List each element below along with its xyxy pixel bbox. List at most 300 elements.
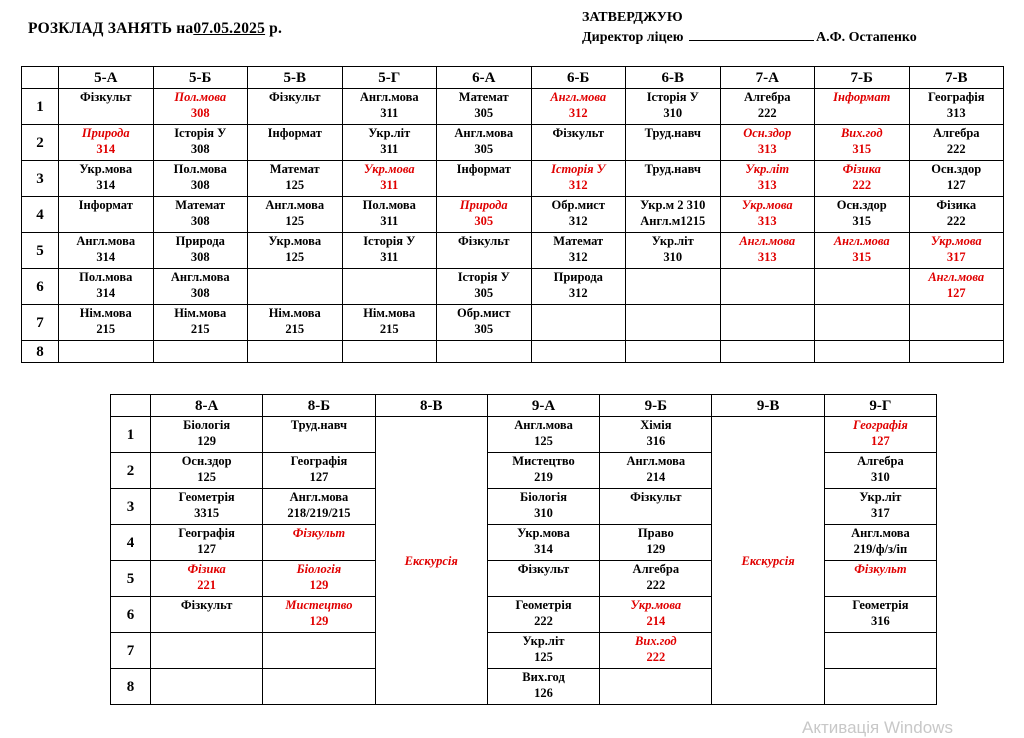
subject-name: Природа [459, 198, 508, 212]
room-number: 317 [871, 506, 890, 520]
subject-name: Англ.мова [739, 234, 796, 248]
lesson-cell [59, 197, 154, 233]
subject-name: Осн.здор [836, 198, 887, 212]
lesson-cell [59, 341, 154, 363]
lesson-cell [263, 561, 375, 597]
room-number: 313 [757, 178, 777, 192]
subject-name: Інформат [456, 162, 511, 176]
room-number: 125 [285, 178, 305, 192]
approval-block [582, 8, 917, 48]
class-header: 8-А [151, 395, 263, 417]
room-number: 310 [534, 506, 553, 520]
subject-name: Вих.год [840, 126, 883, 140]
room-number: Англ.м1215 [640, 214, 706, 228]
lesson-cell [437, 161, 532, 197]
lesson-row [22, 233, 1004, 269]
subject-name: Фізкульт [517, 562, 570, 576]
room-number: 215 [190, 322, 210, 336]
subject-name: Укр.мова [741, 198, 793, 212]
subject-name: Право [637, 526, 674, 540]
lesson-cell [248, 233, 343, 269]
subject-name: Фізика [187, 562, 226, 576]
subject-name: Інформат [267, 126, 322, 140]
lesson-cell [59, 161, 154, 197]
lesson-cell [263, 633, 375, 669]
lesson-cell [909, 341, 1004, 363]
lesson-cell [437, 197, 532, 233]
room-number: 129 [309, 614, 329, 628]
subject-name: Англ.мова [550, 90, 607, 104]
lesson-number: 4 [22, 197, 59, 233]
subject-name: Мистецтво [285, 598, 353, 612]
lesson-cell [626, 161, 721, 197]
lesson-cell [248, 197, 343, 233]
class-header: 8-Б [263, 395, 375, 417]
lesson-cell [248, 305, 343, 341]
lesson-number: 1 [111, 417, 151, 453]
subject-name: Пол.мова [173, 162, 227, 176]
room-number: 311 [380, 142, 399, 156]
subject-name: Історія У [551, 162, 606, 176]
lesson-cell [487, 633, 599, 669]
subject-name: Англ.мова [626, 454, 686, 468]
lesson-cell [824, 525, 936, 561]
subject-name: Англ.мова [928, 270, 985, 284]
subject-name: Природа [553, 270, 603, 284]
room-number: 127 [871, 434, 890, 448]
schedule-date: 07.05.2025 [193, 20, 266, 37]
class-header: 5-Б [153, 67, 248, 89]
lesson-cell [263, 417, 375, 453]
lesson-number: 4 [111, 525, 151, 561]
subject-name: Укр.мова [630, 598, 682, 612]
room-number: 312 [568, 178, 588, 192]
lesson-cell [909, 305, 1004, 341]
room-number: 305 [474, 214, 494, 228]
room-number: 313 [946, 106, 966, 120]
lesson-cell [531, 197, 626, 233]
class-header: 9-В [712, 395, 824, 417]
lesson-cell [909, 233, 1004, 269]
room-number: 311 [380, 106, 399, 120]
class-header: 6-Б [531, 67, 626, 89]
schedule-title [28, 20, 282, 38]
subject-name: Англ.мова [359, 90, 419, 104]
lesson-row [22, 197, 1004, 233]
lesson-number: 3 [22, 161, 59, 197]
subject-name: Осн.здор [931, 162, 982, 176]
lesson-cell [824, 453, 936, 489]
lesson-cell [626, 305, 721, 341]
lesson-cell [487, 669, 599, 705]
subject-name: Геометрія [178, 490, 235, 504]
lesson-number: 5 [22, 233, 59, 269]
lesson-cell [248, 341, 343, 363]
class-header: 7-Б [815, 67, 910, 89]
subject-name: Укр.м 2 310 [640, 198, 706, 212]
lesson-cell [263, 453, 375, 489]
class-header: 7-А [720, 67, 815, 89]
lesson-cell [487, 417, 599, 453]
room-number: 308 [190, 286, 210, 300]
lesson-cell [600, 633, 712, 669]
lesson-number: 7 [22, 305, 59, 341]
subject-name: Нім.мова [174, 306, 227, 320]
subject-name: Історія У [646, 90, 699, 104]
director-label: Директор ліцею [582, 30, 684, 45]
room-number: 219/ф/з/іп [853, 542, 908, 556]
lesson-cell [342, 233, 437, 269]
lesson-cell [342, 125, 437, 161]
subject-name: Фізкульт [180, 598, 233, 612]
subject-name: Біологія [520, 490, 568, 504]
room-number: 315 [852, 214, 872, 228]
lesson-row [111, 417, 937, 453]
subject-name: Алгебра [932, 126, 980, 140]
lesson-cell [263, 489, 375, 525]
lesson-cell [248, 161, 343, 197]
subject-name: Математ [553, 234, 604, 248]
subject-name: Укр.літ [522, 634, 565, 648]
subject-name: Укр.мова [268, 234, 322, 248]
room-number: 222 [946, 214, 966, 228]
subject-name: Нім.мова [268, 306, 321, 320]
subject-name: Укр.літ [368, 126, 411, 140]
subject-name: Математ [269, 162, 320, 176]
subject-name: Англ.мова [289, 490, 349, 504]
room-number: 125 [534, 650, 553, 664]
schedule-table-grades-8-9 [110, 394, 937, 705]
class-header: 9-Г [824, 395, 936, 417]
lesson-cell [59, 269, 154, 305]
subject-name: Англ.мова [851, 526, 910, 540]
subject-name: Англ.мова [514, 418, 573, 432]
room-number: 3315 [194, 506, 220, 520]
excursion-label: Екскурсія [741, 553, 795, 568]
lesson-cell [487, 489, 599, 525]
subject-name: Фізкульт [292, 526, 346, 540]
room-number: 312 [568, 250, 588, 264]
subject-name: Укр.літ [651, 234, 694, 248]
class-header: 7-В [909, 67, 1004, 89]
lesson-cell [151, 633, 263, 669]
subject-name: Історія У [174, 126, 227, 140]
lesson-cell [815, 269, 910, 305]
room-number: 313 [757, 250, 777, 264]
room-number: 221 [197, 578, 217, 592]
lesson-cell [151, 417, 263, 453]
lesson-cell [248, 89, 343, 125]
room-number: 312 [568, 106, 588, 120]
subject-name: Англ.мова [265, 198, 325, 212]
subject-name: Осн.здор [743, 126, 792, 140]
subject-name: Англ.мова [170, 270, 230, 284]
corner-header [22, 67, 59, 89]
lesson-cell [531, 125, 626, 161]
lesson-cell [626, 233, 721, 269]
subject-name: Фізкульт [630, 490, 682, 504]
lesson-number: 8 [22, 341, 59, 363]
lesson-cell [437, 341, 532, 363]
room-number: 308 [190, 250, 210, 264]
director-name: А.Ф. Остапенко [815, 30, 917, 45]
lesson-cell [437, 89, 532, 125]
room-number: 215 [96, 322, 116, 336]
subject-name: Вих.год [522, 670, 565, 684]
lesson-cell [626, 125, 721, 161]
class-header: 5-В [248, 67, 343, 89]
lesson-cell [909, 125, 1004, 161]
excursion-cell-9v [712, 417, 824, 705]
windows-activation-watermark: Активація Windows [802, 718, 953, 737]
subject-name: Біологія [183, 418, 231, 432]
lesson-number: 6 [111, 597, 151, 633]
room-number: 314 [96, 178, 116, 192]
room-number: 305 [474, 106, 494, 120]
lesson-cell [531, 341, 626, 363]
lesson-cell [487, 597, 599, 633]
subject-name: Англ.мова [833, 234, 890, 248]
lesson-cell [600, 417, 712, 453]
subject-name: Фізика [842, 162, 881, 176]
class-header: 6-В [626, 67, 721, 89]
subject-name: Англ.мова [454, 126, 514, 140]
room-number: 312 [568, 214, 588, 228]
corner-header [111, 395, 151, 417]
room-number: 127 [197, 542, 217, 556]
lesson-cell [720, 305, 815, 341]
room-number: 311 [380, 214, 399, 228]
class-header: 8-В [375, 395, 487, 417]
subject-name: Укр.мова [517, 526, 570, 540]
room-number: 305 [474, 322, 494, 336]
room-number: 222 [852, 178, 872, 192]
room-number: 125 [197, 470, 217, 484]
room-number: 305 [474, 286, 494, 300]
lesson-cell [153, 89, 248, 125]
lesson-cell [824, 669, 936, 705]
subject-name: Географія [853, 418, 908, 432]
room-number: 308 [190, 142, 210, 156]
subject-name: Фізкульт [458, 234, 510, 248]
subject-name: Укр.мова [930, 234, 982, 248]
room-number: 222 [646, 578, 666, 592]
room-number: 214 [646, 614, 666, 628]
lesson-cell [824, 417, 936, 453]
lesson-cell [909, 89, 1004, 125]
subject-name: Алгебра [743, 90, 791, 104]
subject-name: Труд.навч [644, 126, 701, 140]
lesson-cell [437, 269, 532, 305]
subject-name: Фізкульт [269, 90, 321, 104]
lesson-cell [824, 597, 936, 633]
lesson-cell [248, 125, 343, 161]
subject-name: Хімія [640, 418, 672, 432]
lesson-row [22, 305, 1004, 341]
lesson-cell [626, 89, 721, 125]
subject-name: Укр.мова [79, 162, 133, 176]
lesson-cell [909, 269, 1004, 305]
title-prefix: РОЗКЛАД ЗАНЯТЬ на [28, 20, 194, 37]
room-number: 311 [380, 250, 399, 264]
room-number: 313 [757, 142, 777, 156]
room-number: 129 [197, 434, 217, 448]
subject-name: Англ.мова [76, 234, 136, 248]
subject-name: Інформат [78, 198, 133, 212]
lesson-cell [815, 197, 910, 233]
room-number: 314 [96, 142, 116, 156]
lesson-cell [600, 489, 712, 525]
subject-name: Алгебра [632, 562, 680, 576]
lesson-cell [437, 305, 532, 341]
lesson-cell [600, 597, 712, 633]
approval-signature-line [582, 28, 917, 48]
subject-name: Обр.мист [551, 198, 605, 212]
date-suffix: р. [265, 20, 283, 37]
lesson-cell [600, 561, 712, 597]
lesson-cell [626, 269, 721, 305]
lesson-cell [626, 197, 721, 233]
lesson-cell [153, 233, 248, 269]
subject-name: Осн.здор [181, 454, 232, 468]
lesson-cell [342, 341, 437, 363]
subject-name: Пол.мова [79, 270, 133, 284]
schedule-table-grades-5-7 [21, 66, 1004, 363]
lesson-cell [248, 269, 343, 305]
room-number: 314 [96, 286, 116, 300]
room-number: 310 [871, 470, 890, 484]
subject-name: Геометрія [515, 598, 572, 612]
lesson-cell [263, 597, 375, 633]
lesson-cell [720, 125, 815, 161]
room-number: 222 [646, 650, 666, 664]
lesson-cell [531, 89, 626, 125]
lesson-cell [59, 233, 154, 269]
subject-name: Біологія [296, 562, 342, 576]
lesson-cell [342, 89, 437, 125]
lesson-cell [815, 305, 910, 341]
lesson-row [22, 341, 1004, 363]
subject-name: Мистецтво [512, 454, 575, 468]
room-number: 310 [663, 250, 683, 264]
lesson-cell [815, 233, 910, 269]
class-header: 5-А [59, 67, 154, 89]
room-number: 129 [646, 542, 666, 556]
excursion-cell-8v [375, 417, 487, 705]
lesson-cell [263, 669, 375, 705]
subject-name: Географія [927, 90, 985, 104]
lesson-cell [151, 669, 263, 705]
lesson-cell [720, 89, 815, 125]
subject-name: Обр.мист [457, 306, 511, 320]
lesson-cell [815, 161, 910, 197]
room-number: 308 [190, 106, 210, 120]
lesson-number: 3 [111, 489, 151, 525]
room-number: 222 [534, 614, 553, 628]
subject-name: Труд.навч [644, 162, 701, 176]
subject-name: Фізкульт [80, 90, 132, 104]
subject-name: Історія У [457, 270, 510, 284]
subject-name: Природа [81, 126, 130, 140]
subject-name: Інформат [833, 90, 891, 104]
subject-name: Укр.літ [745, 162, 790, 176]
lesson-cell [815, 125, 910, 161]
lesson-number: 8 [111, 669, 151, 705]
lesson-number: 2 [111, 453, 151, 489]
lesson-cell [151, 489, 263, 525]
lesson-cell [263, 525, 375, 561]
lesson-number: 7 [111, 633, 151, 669]
room-number: 214 [646, 470, 666, 484]
room-number: 308 [190, 178, 210, 192]
lesson-cell [720, 269, 815, 305]
class-header: 9-Б [600, 395, 712, 417]
room-number: 219 [534, 470, 553, 484]
room-number: 127 [946, 178, 966, 192]
lesson-row [22, 125, 1004, 161]
lesson-cell [815, 89, 910, 125]
room-number: 125 [285, 250, 305, 264]
subject-name: Укр.літ [859, 490, 902, 504]
lesson-cell [531, 269, 626, 305]
lesson-row [22, 89, 1004, 125]
lesson-cell [824, 561, 936, 597]
lesson-cell [59, 125, 154, 161]
lesson-cell [600, 453, 712, 489]
lesson-cell [342, 161, 437, 197]
lesson-cell [59, 305, 154, 341]
lesson-cell [342, 197, 437, 233]
approval-heading: ЗАТВЕРДЖУЮ [582, 10, 683, 25]
subject-name: Фізика [936, 198, 977, 212]
room-number: 127 [946, 286, 966, 300]
signature-blank [689, 28, 814, 41]
subject-name: Алгебра [857, 454, 904, 468]
room-number: 314 [534, 542, 553, 556]
subject-name: Математ [458, 90, 509, 104]
lesson-cell [720, 161, 815, 197]
lesson-cell [153, 125, 248, 161]
room-number: 222 [757, 106, 777, 120]
lesson-cell [531, 161, 626, 197]
lesson-cell [153, 305, 248, 341]
subject-name: Труд.навч [290, 418, 348, 432]
subject-name: Нім.мова [79, 306, 132, 320]
class-header: 9-А [487, 395, 599, 417]
room-number: 222 [946, 142, 966, 156]
lesson-cell [342, 305, 437, 341]
lesson-cell [824, 489, 936, 525]
room-number: 125 [285, 214, 305, 228]
room-number: 215 [379, 322, 399, 336]
lesson-cell [824, 633, 936, 669]
subject-name: Історія У [363, 234, 416, 248]
room-number: 316 [871, 614, 890, 628]
lesson-cell [487, 453, 599, 489]
lesson-cell [59, 89, 154, 125]
class-header: 5-Г [342, 67, 437, 89]
lesson-cell [909, 197, 1004, 233]
subject-name: Фізкульт [552, 126, 604, 140]
subject-name: Нім.мова [363, 306, 416, 320]
lesson-row [22, 269, 1004, 305]
class-header: 6-А [437, 67, 532, 89]
lesson-cell [626, 341, 721, 363]
subject-name: Укр.мова [363, 162, 415, 176]
subject-name: Фізкульт [854, 562, 907, 576]
room-number: 305 [474, 142, 494, 156]
lesson-cell [600, 669, 712, 705]
